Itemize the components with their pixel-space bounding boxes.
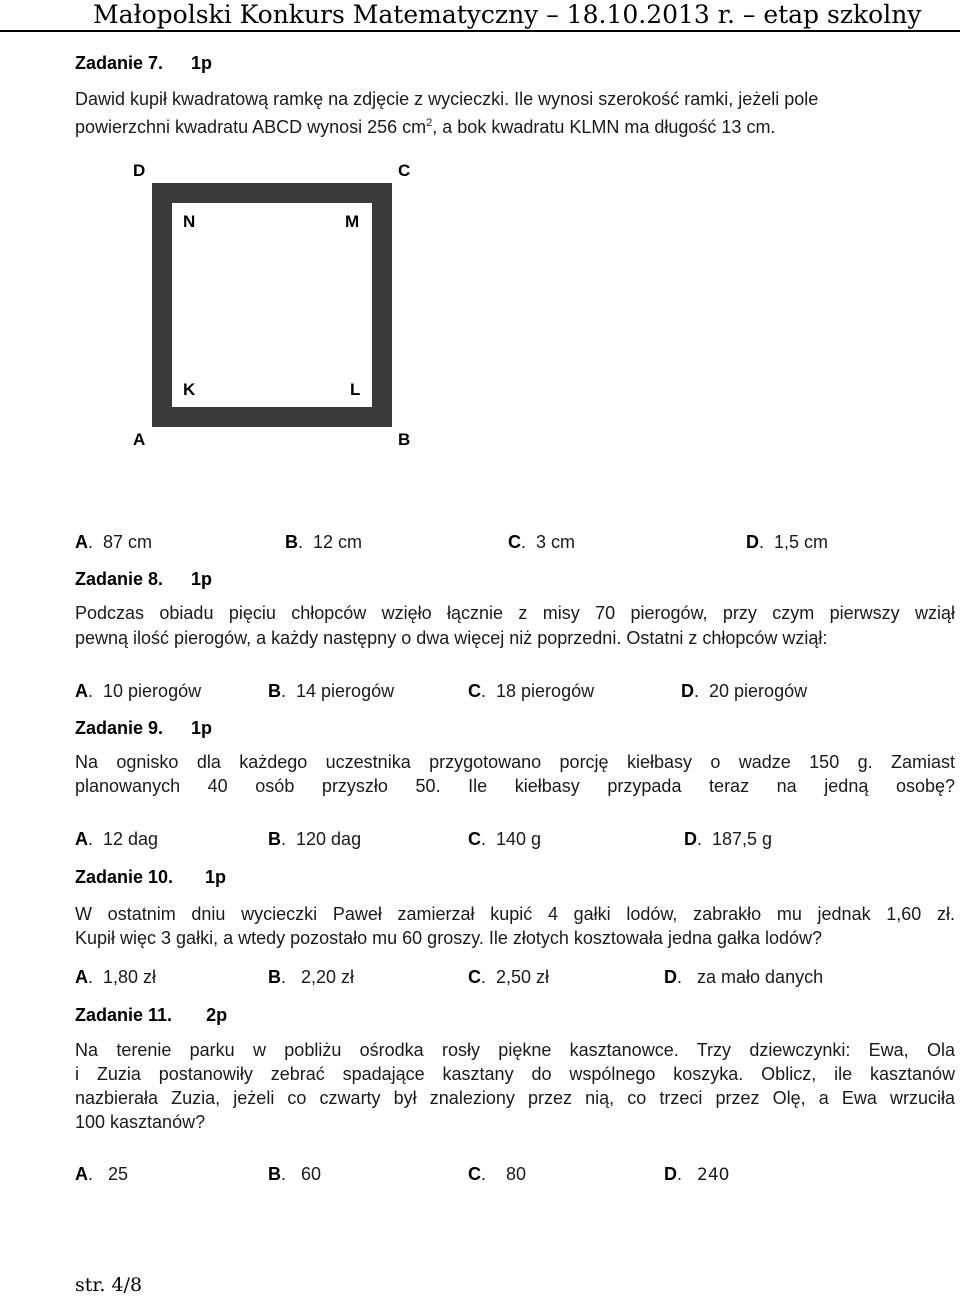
label-k: K	[183, 380, 196, 399]
task7-answer-a[interactable]: A. 87 cm	[75, 532, 153, 552]
task10-points: 1p	[205, 867, 227, 887]
task8-answer-a[interactable]: A. 10 pierogów	[75, 681, 202, 701]
task11-text-line2: i Zuzia postanowiły zebrać spadające kasztany do wspólnego koszyka. Oblicz, ile kasztanów	[75, 1064, 955, 1084]
label-a: A	[133, 430, 146, 449]
task11-heading	[75, 1004, 227, 1026]
label-b: B	[398, 430, 411, 449]
task11-answer-d[interactable]: D. 240	[664, 1164, 730, 1185]
task8-answer-c[interactable]: C. 18 pierogów	[468, 681, 595, 701]
label-l: L	[350, 380, 361, 399]
task7-title: Zadanie 7.	[75, 53, 164, 73]
label-d: D	[133, 161, 146, 180]
task9-heading	[75, 717, 212, 739]
page-number: str. 4/8	[75, 1274, 143, 1296]
task7-answer-b[interactable]: B. 12 cm	[285, 532, 363, 552]
task11-text-line3: nazbierała Zuzia, jeżeli co czwarty był znaleziony przez nią, co trzeci przez Olę, a Ewa wrzuciła	[75, 1088, 955, 1108]
task9-text-line1: Na ognisko dla każdego uczestnika przygotowano porcję kiełbasy o wadze 150 g. Zamiast	[75, 752, 955, 772]
task7-text-line2-b: , a bok kwadratu KLMN ma długość 13 cm.	[432, 117, 776, 137]
task10-title: Zadanie 10.	[75, 867, 174, 887]
task8-text-line2: pewną ilość pierogów, a każdy następny o dwa więcej niż poprzedni. Ostatni z chłopców wziął:	[75, 628, 828, 648]
task11-text-line4: 100 kasztanów?	[75, 1112, 206, 1132]
square-frame-figure	[120, 155, 430, 455]
task7-text-line2-a: powierzchni kwadratu ABCD wynosi 256 cm	[75, 117, 427, 137]
task8-points: 1p	[191, 569, 213, 589]
task9-answer-b[interactable]: B. 120 dag	[268, 829, 362, 849]
task8-title: Zadanie 8.	[75, 569, 164, 589]
task10-answer-d[interactable]: D. za mało danych	[664, 967, 824, 987]
label-n: N	[183, 212, 196, 231]
task11-points: 2p	[206, 1005, 228, 1025]
task7-text-line2	[75, 111, 955, 139]
task11-answer-b[interactable]: B. 60	[268, 1164, 322, 1184]
task11-text-line1: Na terenie parku w pobliżu ośrodka rosły piękne kasztanowce. Trzy dziewczynki: Ewa, Ola	[75, 1040, 955, 1060]
task10-answer-b[interactable]: B. 2,20 zł	[268, 967, 355, 987]
task11-title: Zadanie 11.	[75, 1005, 173, 1025]
task8-text-line1: Podczas obiadu pięciu chłopców wzięło łącznie z misy 70 pierogów, przy czym pierwszy wziął	[75, 603, 955, 623]
page-header-title: Małopolski Konkurs Matematyczny – 18.10.2013 r. – etap szkolny	[93, 0, 922, 29]
task8-answer-b[interactable]: B. 14 pierogów	[268, 681, 395, 701]
header-divider	[0, 30, 960, 32]
task7-heading	[75, 52, 212, 74]
task10-heading	[75, 866, 226, 888]
task7-text-line1: Dawid kupił kwadratową ramkę na zdjęcie z wycieczki. Ile wynosi szerokość ramki, jeżeli pole	[75, 89, 819, 109]
task9-answer-c[interactable]: C. 140 g	[468, 829, 542, 849]
task10-text-line2: Kupił więc 3 gałki, a wtedy pozostało mu 60 groszy. Ile złotych kosztowała jedna gałka lodów?	[75, 928, 823, 948]
task7-points: 1p	[191, 53, 213, 73]
task11-answer-a[interactable]: A. 25	[75, 1164, 129, 1184]
task9-title: Zadanie 9.	[75, 718, 164, 738]
task7-answer-c[interactable]: C. 3 cm	[508, 532, 576, 552]
task9-answer-a[interactable]: A. 12 dag	[75, 829, 159, 849]
task7-text	[75, 87, 955, 139]
label-m: M	[345, 212, 360, 231]
task10-text-line1: W ostatnim dniu wycieczki Paweł zamierzał kupić 4 gałki lodów, zabrakło mu jednak 1,60 zł.	[75, 904, 955, 924]
task7-superscript: 2	[426, 117, 433, 129]
task8-heading	[75, 568, 212, 590]
task10-answer-a[interactable]: A. 1,80 zł	[75, 967, 157, 987]
task9-text-line2: planowanych 40 osób przyszło 50. Ile kiełbasy przypada teraz na jedną osobę?	[75, 776, 955, 796]
task9-points: 1p	[191, 718, 213, 738]
task10-answer-c[interactable]: C. 2,50 zł	[468, 967, 550, 987]
task11-answer-c[interactable]: C. 80	[468, 1164, 527, 1184]
task9-answer-d[interactable]: D. 187,5 g	[684, 829, 773, 849]
task7-answer-d[interactable]: D. 1,5 cm	[746, 532, 829, 552]
label-c: C	[398, 161, 411, 180]
inner-square-klmn	[172, 203, 372, 407]
task8-answer-d[interactable]: D. 20 pierogów	[681, 681, 808, 701]
